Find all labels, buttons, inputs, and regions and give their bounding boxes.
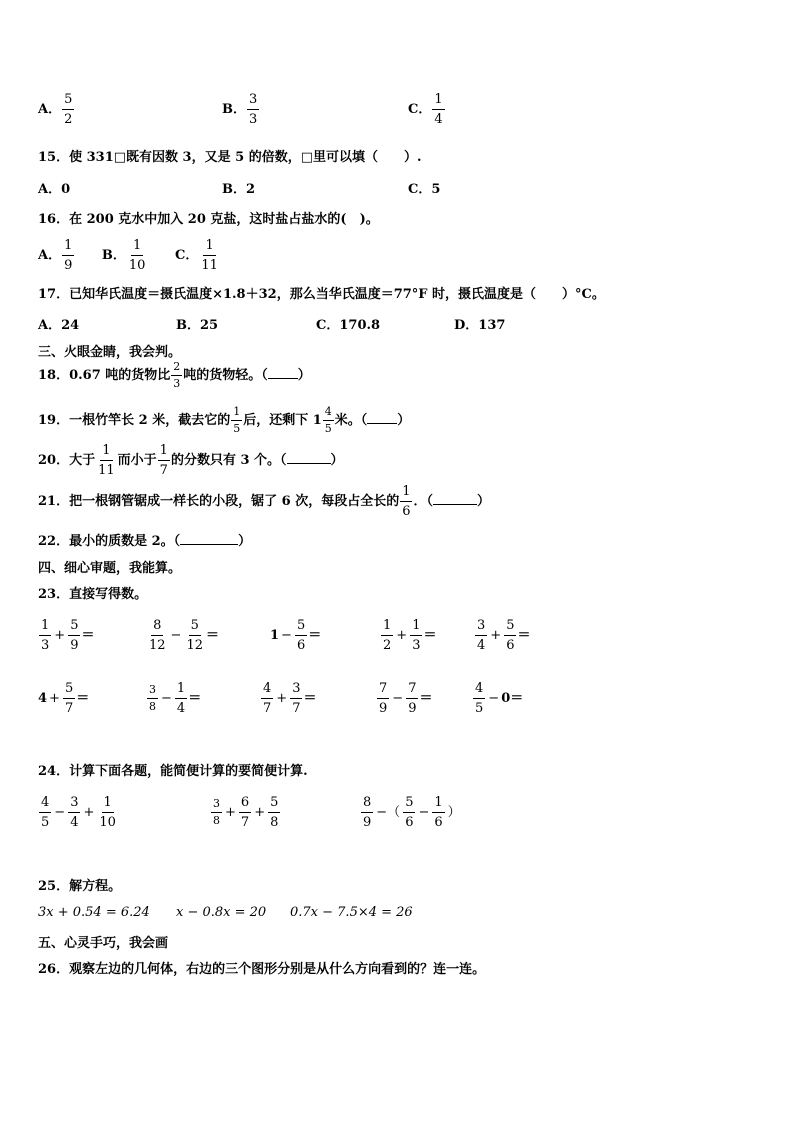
fraction: $\frac{1}{7}$ [159, 443, 168, 478]
q15-question: 15．使 331□既有因数 3，又是 5 的倍数，□里可以填（ ）. [38, 150, 422, 165]
q16-options: A． $\frac{1}{9}$ B． $\frac{1}{10}$ C． $\frac{1}{11}$ [38, 238, 218, 273]
q14-option-a: A． $\frac{5}{2}$ [38, 92, 73, 127]
section-3-heading: 三、火眼金睛，我会判。 [38, 345, 182, 360]
q23-title: 23．直接写得数。 [38, 587, 148, 602]
fraction: $\frac{1}{9}$ [64, 238, 73, 273]
q20-question: 20．大于 $\frac{1}{11}$ 而小于 $\frac{1}{7}$ 的分数只有 3 个。（ ） [38, 443, 344, 478]
q17-option-c: C．170.8 [316, 318, 381, 333]
q14-option-c: C． $\frac{1}{4}$ [408, 92, 443, 127]
calc-item: 4 + $\frac{5}{7}$ ＝ [38, 681, 90, 716]
calc-item: $\frac{1}{3}$ + $\frac{5}{9}$ ＝ [41, 618, 95, 653]
q21-question: 21．把一根钢管锯成一样长的小段，锯了 6 次，每段占全长的 $\frac{1}{6}$ ．（ ） [38, 484, 491, 519]
q15-option-b: B．2 [222, 182, 256, 197]
q25-title: 25．解方程。 [38, 879, 122, 894]
answer-blank[interactable] [180, 532, 238, 545]
answer-blank[interactable] [367, 411, 397, 424]
q15-option-a: A．0 [38, 182, 71, 197]
calc-item: $\frac{3}{4}$ + $\frac{5}{6}$ ＝ [477, 618, 531, 653]
q18-question: 18．0.67 吨的货物比 $\frac{2}{3}$ 吨的货物轻。（ ） [38, 360, 311, 390]
calc-item: $\frac{4}{7}$ + $\frac{3}{7}$ ＝ [263, 681, 317, 716]
fraction: $\frac{1}{6}$ [402, 484, 411, 519]
answer-blank[interactable] [268, 366, 298, 379]
q19-question: 19．一根竹竿长 2 米，截去它的 $\frac{1}{5}$ 后，还剩下 1 $\frac{4}{5}$ 米。（ ） [38, 405, 411, 435]
fraction: $\frac{3}{3}$ [249, 92, 258, 127]
fraction: $\frac{1}{5}$ [233, 405, 241, 435]
answer-blank[interactable] [433, 492, 477, 505]
fraction: $\frac{1}{11}$ [98, 443, 115, 478]
section-5-heading: 五、心灵手巧，我会画 [38, 936, 169, 951]
q14-option-b: B． $\frac{3}{3}$ [222, 92, 258, 127]
fraction: $\frac{2}{3}$ [173, 360, 181, 390]
fraction: $\frac{4}{5}$ [324, 405, 332, 435]
q17-option-d: D．137 [454, 318, 506, 333]
calc-item: $\frac{8}{12}$ − $\frac{5}{12}$ ＝ [149, 618, 220, 653]
equation-1: 3x + 0.54 = 6.24 [38, 905, 150, 920]
q17-option-b: B．25 [176, 318, 219, 333]
q17-option-a: A．24 [38, 318, 80, 333]
fraction: $\frac{1}{11}$ [201, 238, 218, 273]
q26-question: 26．观察左边的几何体，右边的三个图形分别是从什么方向看到的？连一连。 [38, 962, 486, 977]
calc-item: $\frac{1}{2}$ + $\frac{1}{3}$ ＝ [383, 618, 437, 653]
q24-expression-1: $\frac{4}{5}$ − $\frac{3}{4}$ + $\frac{1}{10}$ [41, 795, 116, 830]
q17-question: 17．已知华氏温度＝摄氏温度×1.8＋32，那么当华氏温度＝77°F 时，摄氏温度是（ ）°C。 [38, 287, 605, 302]
calc-item: $\frac{7}{9}$ − $\frac{7}{9}$ ＝ [379, 681, 433, 716]
fraction: $\frac{1}{4}$ [434, 92, 443, 127]
q24-title: 24．计算下面各题，能简便计算的要简便计算. [38, 764, 308, 779]
answer-blank[interactable] [287, 451, 331, 464]
q16-question: 16．在 200 克水中加入 20 克盐，这时盐占盐水的( )。 [38, 212, 379, 227]
q24-expression-2: $\frac{3}{8}$ + $\frac{6}{7}$ + $\frac{5}{8}$ [213, 795, 279, 830]
equation-3: 0.7x − 7.5×4 = 26 [290, 905, 413, 920]
calc-item: $\frac{4}{5}$ − 0＝ [475, 681, 524, 716]
fraction: $\frac{1}{10}$ [128, 238, 146, 273]
calc-item: 1 − $\frac{5}{6}$ ＝ [270, 618, 322, 653]
calc-item: $\frac{3}{8}$ − $\frac{1}{4}$ ＝ [149, 681, 202, 716]
equation-2: x − 0.8x = 20 [176, 905, 267, 920]
q22-question: 22．最小的质数是 2。（ ） [38, 534, 252, 549]
fraction: $\frac{5}{2}$ [64, 92, 73, 127]
q15-option-c: C．5 [408, 182, 441, 197]
q24-expression-3: $\frac{8}{9}$ −（ $\frac{5}{6}$ − $\frac{1}{6}$ ） [363, 795, 461, 830]
section-4-heading: 四、细心审题，我能算。 [38, 561, 182, 576]
